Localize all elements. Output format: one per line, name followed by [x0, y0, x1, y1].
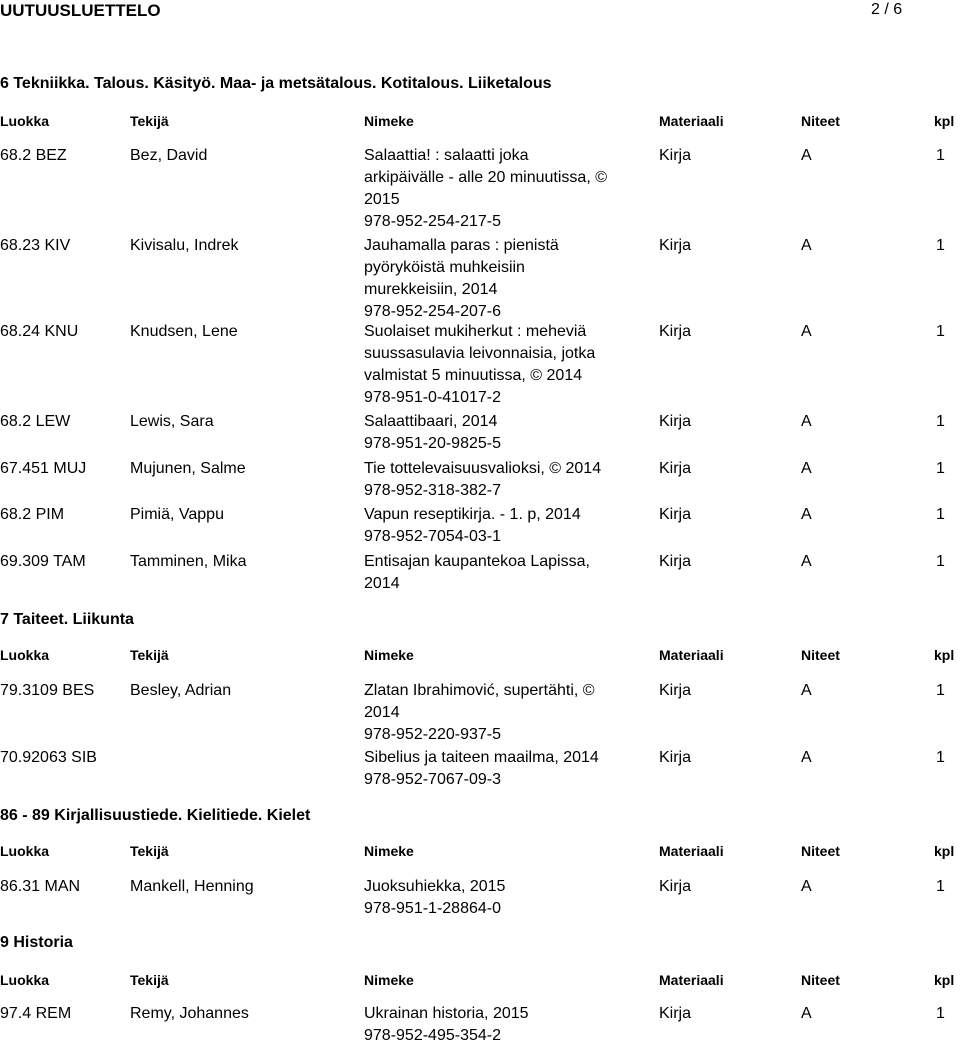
- row-luokka: 86.31 MAN: [0, 878, 81, 895]
- row-materiaali: Kirja: [659, 506, 692, 523]
- row-materiaali: Kirja: [659, 237, 692, 254]
- row-luokka: 79.3109 BES: [0, 682, 95, 699]
- nimeke-line: Sibelius ja taiteen maailma, 2014: [364, 749, 599, 766]
- nimeke-line: Ukrainan historia, 2015: [364, 1005, 529, 1022]
- nimeke-line: 2014: [364, 575, 400, 592]
- header-materiaali: Materiaali: [659, 972, 724, 988]
- row-tekija: Mujunen, Salme: [130, 460, 246, 477]
- header-nimeke: Nimeke: [364, 113, 414, 129]
- row-kpl: 1: [936, 506, 945, 523]
- nimeke-line: suussasulavia leivonnaisia, jotka: [364, 345, 596, 362]
- header-luokka: Luokka: [0, 113, 50, 129]
- row-nimeke: [364, 1003, 624, 1047]
- row-niteet: A: [801, 460, 812, 477]
- header-tekija: Tekijä: [130, 113, 169, 129]
- row-nimeke: [364, 504, 624, 548]
- document-title: UUTUUSLUETTELO: [0, 1, 161, 20]
- row-materiaali: Kirja: [659, 147, 692, 164]
- row-luokka: 69.309 TAM: [0, 553, 86, 570]
- row-kpl: 1: [936, 1005, 945, 1022]
- nimeke-line: 978-952-254-217-5: [364, 213, 501, 230]
- header-tekija: Tekijä: [130, 843, 169, 859]
- row-kpl: 1: [936, 878, 945, 895]
- header-niteet: Niteet: [801, 972, 840, 988]
- row-materiaali: Kirja: [659, 323, 692, 340]
- header-nimeke: Nimeke: [364, 647, 414, 663]
- nimeke-line: 2015: [364, 191, 400, 208]
- header-niteet: Niteet: [801, 647, 840, 663]
- nimeke-line: valmistat 5 minuutissa, © 2014: [364, 367, 583, 384]
- nimeke-line: Salaattia! : salaatti joka: [364, 147, 529, 164]
- row-tekija: Tamminen, Mika: [130, 553, 247, 570]
- row-nimeke: [364, 551, 624, 595]
- row-nimeke: [364, 235, 624, 323]
- row-niteet: A: [801, 506, 812, 523]
- header-kpl: kpl: [934, 647, 955, 663]
- row-nimeke: [364, 458, 624, 502]
- row-niteet: A: [801, 749, 812, 766]
- row-kpl: 1: [936, 460, 945, 477]
- nimeke-line: pyöryköistä muhkeisiin: [364, 259, 525, 276]
- row-kpl: 1: [936, 682, 945, 699]
- nimeke-line: 978-951-0-41017-2: [364, 389, 501, 406]
- row-kpl: 1: [936, 323, 945, 340]
- nimeke-line: Suolaiset mukiherkut : meheviä: [364, 323, 587, 340]
- row-niteet: A: [801, 682, 812, 699]
- row-kpl: 1: [936, 553, 945, 570]
- section-title: 6 Tekniikka. Talous. Käsityö. Maa- ja metsätalous. Kotitalous. Liiketalous: [0, 75, 552, 92]
- row-materiaali: Kirja: [659, 682, 692, 699]
- header-luokka: Luokka: [0, 843, 50, 859]
- header-kpl: kpl: [934, 843, 955, 859]
- header-nimeke: Nimeke: [364, 843, 414, 859]
- row-nimeke: [364, 876, 624, 920]
- nimeke-line: 978-951-20-9825-5: [364, 435, 501, 452]
- row-kpl: 1: [936, 147, 945, 164]
- row-kpl: 1: [936, 749, 945, 766]
- row-materiaali: Kirja: [659, 553, 692, 570]
- header-niteet: Niteet: [801, 113, 840, 129]
- nimeke-line: 978-952-7054-03-1: [364, 528, 501, 545]
- nimeke-line: murekkeisiin, 2014: [364, 281, 498, 298]
- nimeke-line: 978-952-254-207-6: [364, 303, 501, 320]
- header-materiaali: Materiaali: [659, 843, 724, 859]
- row-materiaali: Kirja: [659, 878, 692, 895]
- row-tekija: Bez, David: [130, 147, 208, 164]
- header-materiaali: Materiaali: [659, 113, 724, 129]
- row-niteet: A: [801, 323, 812, 340]
- header-materiaali: Materiaali: [659, 647, 724, 663]
- row-nimeke: [364, 680, 624, 746]
- row-luokka: 70.92063 SIB: [0, 749, 97, 766]
- row-nimeke: [364, 321, 624, 409]
- row-luokka: 68.23 KIV: [0, 237, 71, 254]
- nimeke-line: Tie tottelevaisuusvalioksi, © 2014: [364, 460, 602, 477]
- nimeke-line: Vapun reseptikirja. - 1. p, 2014: [364, 506, 581, 523]
- header-nimeke: Nimeke: [364, 972, 414, 988]
- row-niteet: A: [801, 147, 812, 164]
- nimeke-line: 978-952-220-937-5: [364, 726, 501, 743]
- row-materiaali: Kirja: [659, 1005, 692, 1022]
- row-tekija: Lewis, Sara: [130, 413, 214, 430]
- header-kpl: kpl: [934, 113, 955, 129]
- row-luokka: 97.4 REM: [0, 1005, 72, 1022]
- row-tekija: Pimiä, Vappu: [130, 506, 224, 523]
- row-niteet: A: [801, 878, 812, 895]
- header-luokka: Luokka: [0, 647, 50, 663]
- nimeke-line: Jauhamalla paras : pienistä: [364, 237, 559, 254]
- row-tekija: Kivisalu, Indrek: [130, 237, 239, 254]
- nimeke-line: 2014: [364, 704, 400, 721]
- nimeke-line: 978-952-495-354-2: [364, 1027, 501, 1044]
- section-title: 86 - 89 Kirjallisuustiede. Kielitiede. Kielet: [0, 807, 311, 824]
- header-kpl: kpl: [934, 972, 955, 988]
- row-materiaali: Kirja: [659, 749, 692, 766]
- nimeke-line: Entisajan kaupantekoa Lapissa,: [364, 553, 590, 570]
- row-niteet: A: [801, 237, 812, 254]
- row-luokka: 68.2 BEZ: [0, 147, 67, 164]
- row-tekija: Knudsen, Lene: [130, 323, 238, 340]
- row-luokka: 68.2 PIM: [0, 506, 65, 523]
- row-tekija: Remy, Johannes: [130, 1005, 249, 1022]
- row-niteet: A: [801, 553, 812, 570]
- row-kpl: 1: [936, 237, 945, 254]
- nimeke-line: Zlatan Ibrahimović, supertähti, ©: [364, 682, 595, 699]
- page-number: 2 / 6: [871, 1, 903, 18]
- row-tekija: Besley, Adrian: [130, 682, 232, 699]
- header-tekija: Tekijä: [130, 972, 169, 988]
- row-tekija: Mankell, Henning: [130, 878, 254, 895]
- nimeke-line: 978-951-1-28864-0: [364, 900, 501, 917]
- row-nimeke: [364, 411, 624, 455]
- row-materiaali: Kirja: [659, 413, 692, 430]
- nimeke-line: arkipäivälle - alle 20 minuutissa, ©: [364, 169, 608, 186]
- row-kpl: 1: [936, 413, 945, 430]
- header-niteet: Niteet: [801, 843, 840, 859]
- section-title: 7 Taiteet. Liikunta: [0, 611, 134, 628]
- nimeke-line: Salaattibaari, 2014: [364, 413, 498, 430]
- row-luokka: 68.24 KNU: [0, 323, 79, 340]
- row-nimeke: [364, 145, 624, 233]
- nimeke-line: 978-952-318-382-7: [364, 482, 501, 499]
- row-niteet: A: [801, 413, 812, 430]
- row-luokka: 67.451 MUJ: [0, 460, 87, 477]
- header-tekija: Tekijä: [130, 647, 169, 663]
- row-materiaali: Kirja: [659, 460, 692, 477]
- row-nimeke: [364, 747, 624, 791]
- row-niteet: A: [801, 1005, 812, 1022]
- nimeke-line: 978-952-7067-09-3: [364, 771, 501, 788]
- header-luokka: Luokka: [0, 972, 50, 988]
- nimeke-line: Juoksuhiekka, 2015: [364, 878, 506, 895]
- row-luokka: 68.2 LEW: [0, 413, 71, 430]
- section-title: 9 Historia: [0, 934, 73, 951]
